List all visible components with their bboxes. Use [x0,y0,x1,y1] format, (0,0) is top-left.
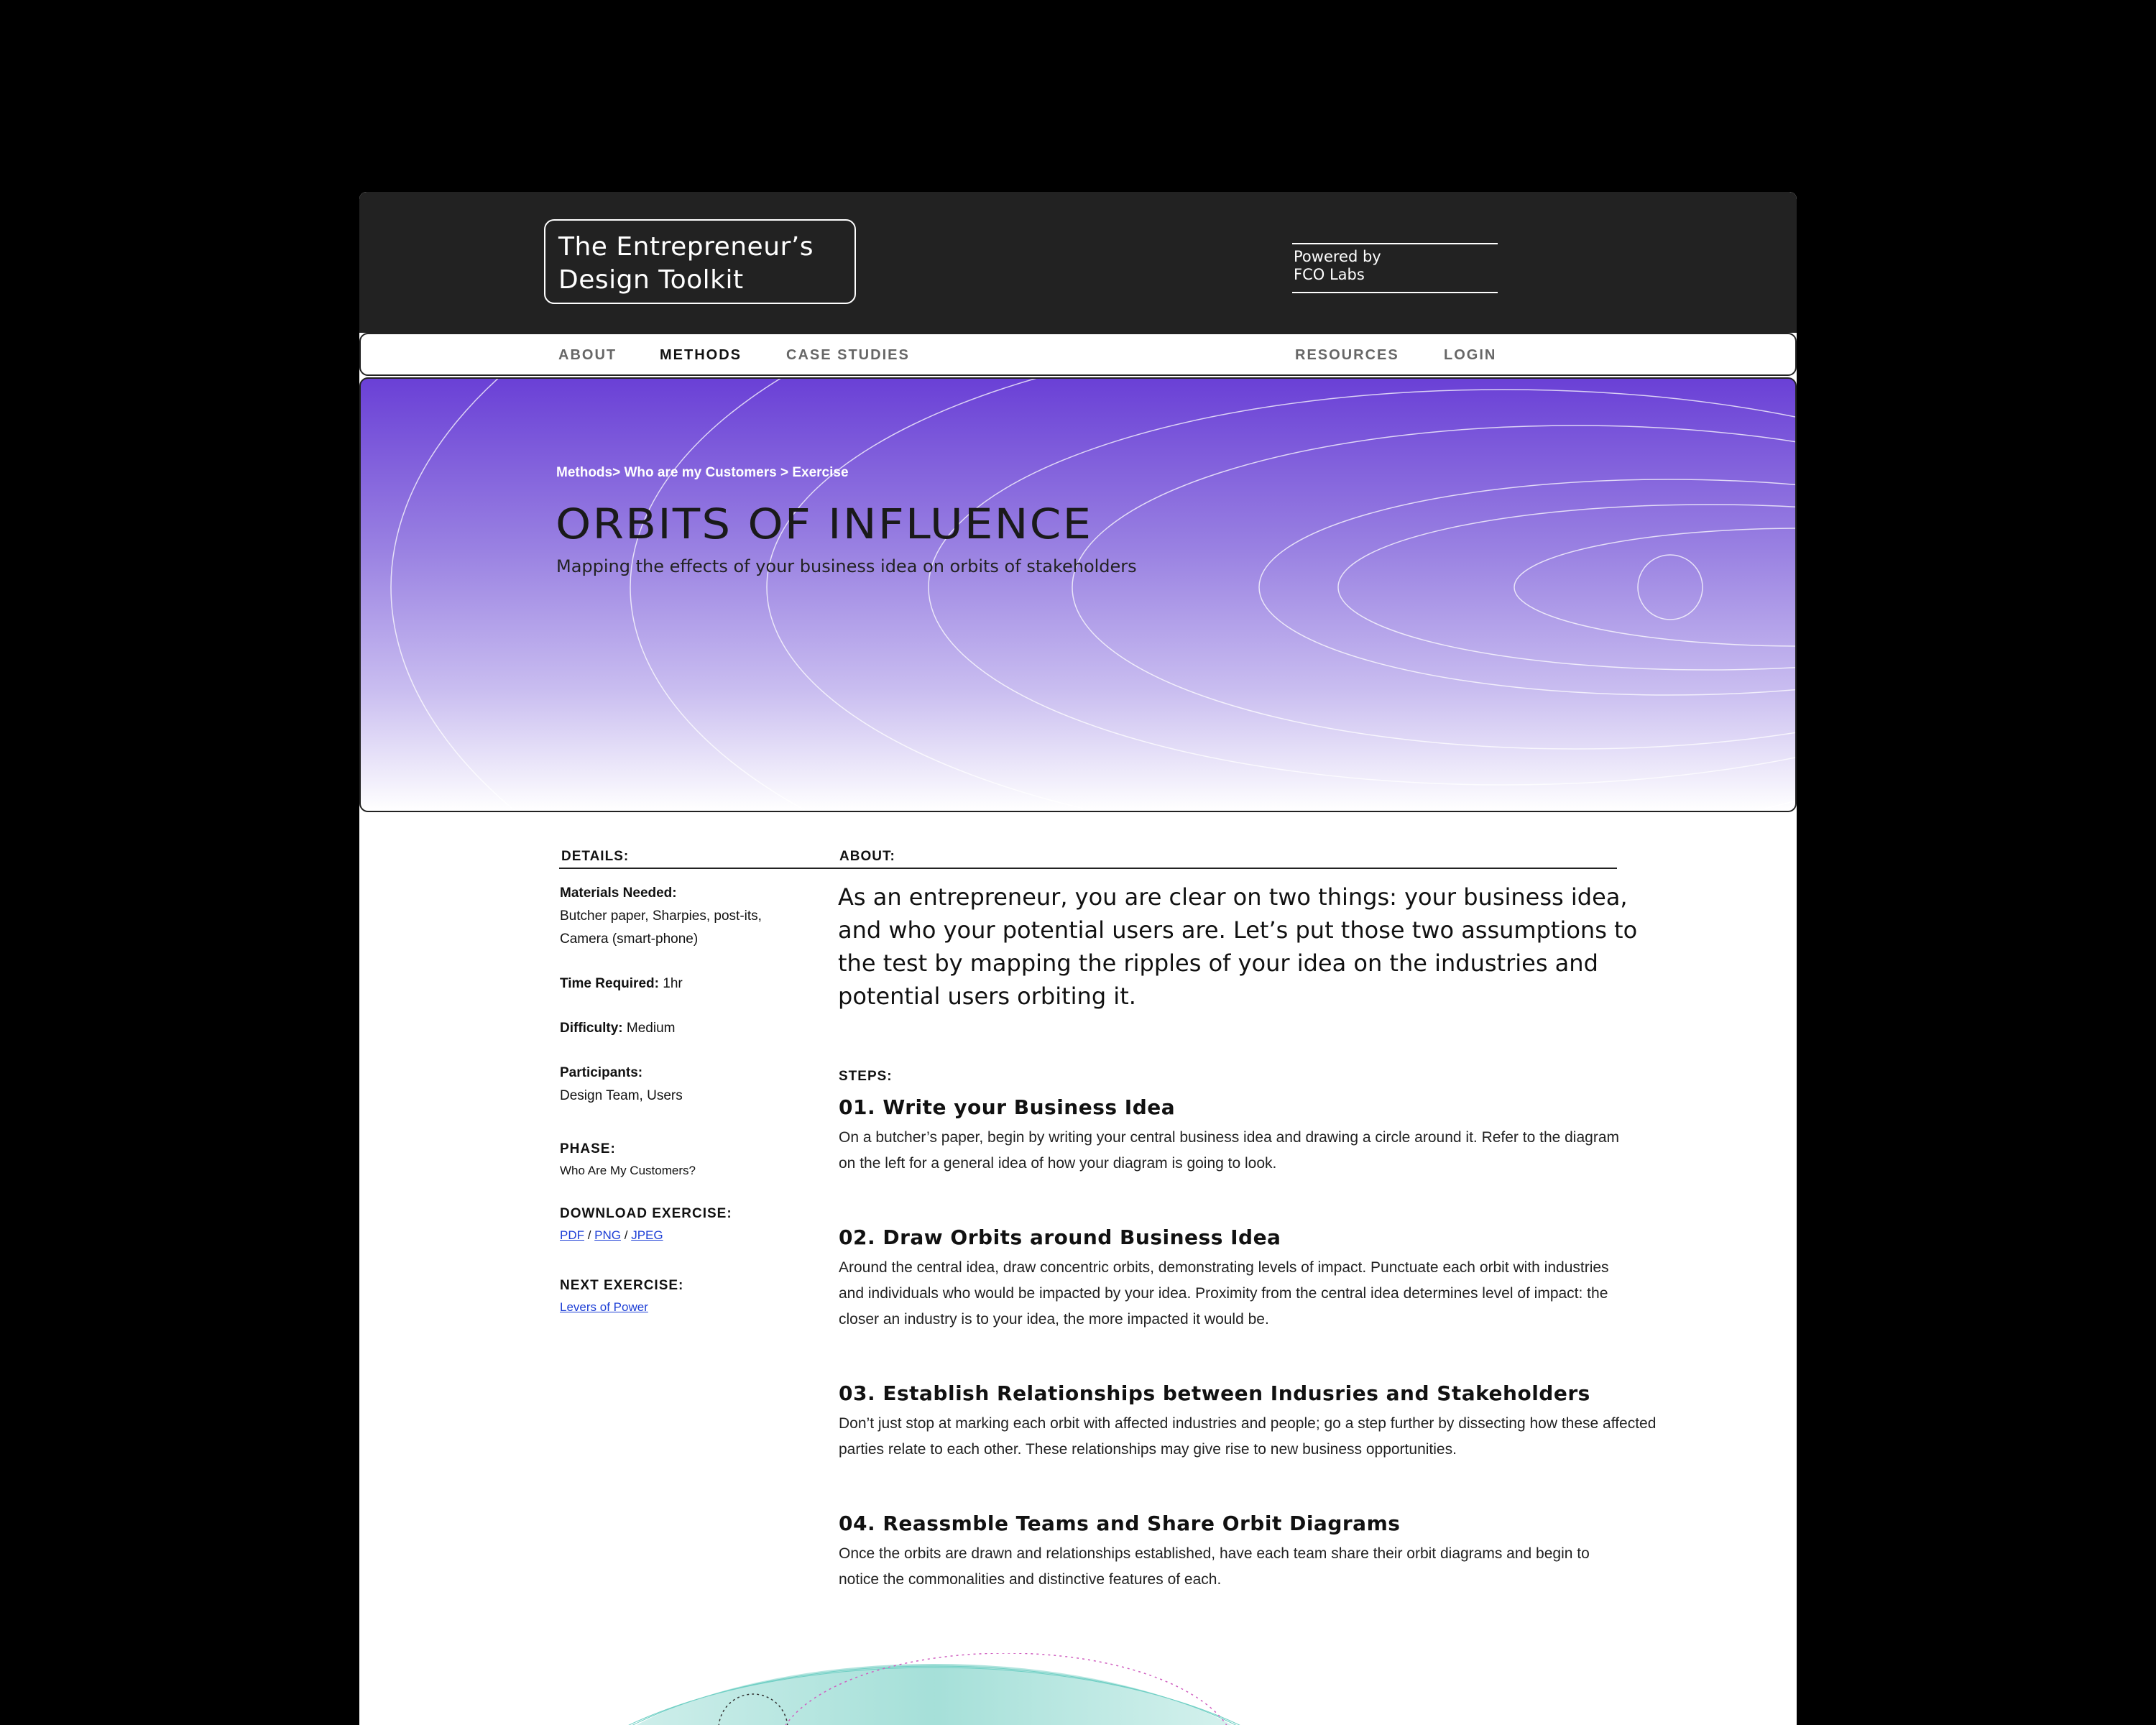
page-title: ORBITS OF INFLUENCE [556,500,1093,548]
phase-block [560,1138,797,1181]
orbit-ring-6 [1259,479,1797,695]
participants-value: Design Team, Users [560,1088,683,1103]
site-logo[interactable] [544,219,856,304]
main-nav [359,333,1797,376]
nav-resources[interactable]: RESOURCES [1295,347,1399,363]
step-4 [839,1512,1672,1593]
participants-label: Participants: [560,1065,643,1080]
time-value: 1hr [663,976,683,991]
next-exercise-block [560,1274,797,1317]
step-2 [839,1225,1672,1333]
step-3 [839,1381,1672,1463]
step-body: On a butcher’s paper, begin by writing your central business idea and drawing a circle around it. Refer to the diagram on the left for a general idea of how your diagram is going to look. [839,1129,1620,1172]
orbit-ring-5 [1072,426,1797,749]
breadcrumb[interactable]: Methods> Who are my Customers > Exercise [556,465,849,480]
difficulty-value: Medium [626,1021,676,1036]
time-block [560,972,797,995]
page [359,192,1797,1725]
about-intro: As an entrepreneur, you are clear on two things: your business idea, and who your potential users are. Let’s put those two assumptions to the test by mapping the ripples of your idea on the industries and potential users orbiting it. [838,883,1638,1010]
nav-about[interactable]: ABOUT [558,347,617,363]
materials-label: Materials Needed: [560,886,677,901]
nav-case-studies[interactable]: CASE STUDIES [786,347,910,363]
logo-line-2: Design Toolkit [558,265,744,295]
step-1 [839,1095,1672,1177]
page-subtitle: Mapping the effects of your business idea on orbits of stakeholders [556,556,1137,576]
nav-methods[interactable]: METHODS [660,347,742,363]
teal-orbit [561,1664,1308,1725]
powered-by-brand: FCO Labs [1294,266,1365,283]
materials-value-1: Butcher paper, Sharpies, post-its, [560,908,762,924]
details-panel [560,882,797,1339]
download-jpeg-link[interactable]: JPEG [631,1228,663,1242]
hero-banner [359,377,1797,812]
step-body: Don’t just stop at marking each orbit with affected industries and people; go a step further by dissecting how these affected parties relate to each other. These relationships may give rise to new business opportunities. [839,1415,1657,1458]
step-title: 04. Reassmble Teams and Share Orbit Diagrams [839,1512,1401,1535]
materials-block [560,882,797,951]
separator: / [584,1228,595,1242]
step-title: 03. Establish Relationships between Indusries and Stakeholders [839,1381,1590,1405]
step-body: Once the orbits are drawn and relationships established, have each team share their orbit diagrams and begin to notice the commonalities and distinctive features of each. [839,1545,1590,1588]
powered-by-label: Powered by [1294,248,1381,265]
download-pdf-link[interactable]: PDF [560,1228,584,1242]
phase-value: Who Are My Customers? [560,1164,696,1177]
orbit-ring-1 [391,379,1797,812]
next-exercise-link[interactable]: Levers of Power [560,1300,648,1314]
bottom-orbit-illustration [359,1653,1797,1725]
time-label: Time Required: [560,976,659,991]
download-png-link[interactable]: PNG [594,1228,622,1242]
about-heading: ABOUT: [839,849,895,864]
orbit-illustration [361,379,1797,812]
difficulty-block [560,1017,797,1040]
details-heading: DETAILS: [561,849,630,864]
download-label: DOWNLOAD EXERCISE: [560,1206,732,1221]
section-divider [559,868,1617,869]
difficulty-label: Difficulty: [560,1021,623,1036]
steps-label: STEPS: [839,1069,893,1084]
materials-value-2: Camera (smart-phone) [560,932,699,947]
logo-line-1: The Entrepreneur’s [558,232,814,262]
step-title: 02. Draw Orbits around Business Idea [839,1225,1281,1249]
phase-label: PHASE: [560,1141,616,1156]
step-title: 01. Write your Business Idea [839,1095,1176,1119]
orbit-ring-7 [1338,505,1797,670]
participants-block [560,1062,797,1108]
powered-by [1292,243,1498,293]
next-exercise-label: NEXT EXERCISE: [560,1278,684,1293]
download-block [560,1202,797,1246]
orbit-ring-4 [929,390,1797,785]
orbit-ring-8 [1514,528,1797,646]
separator: / [621,1228,632,1242]
orbit-center [1638,555,1703,620]
nav-login[interactable]: LOGIN [1444,347,1497,363]
orbit-ring-2 [630,379,1797,812]
site-header [359,192,1797,333]
step-body: Around the central idea, draw concentric orbits, demonstrating levels of impact. Punctuate each orbit with industries and individuals who would be impacted by your idea. Proximity from the central idea determines level of impact: the closer an industry is to your idea, the more impacted it would be. [839,1259,1609,1328]
